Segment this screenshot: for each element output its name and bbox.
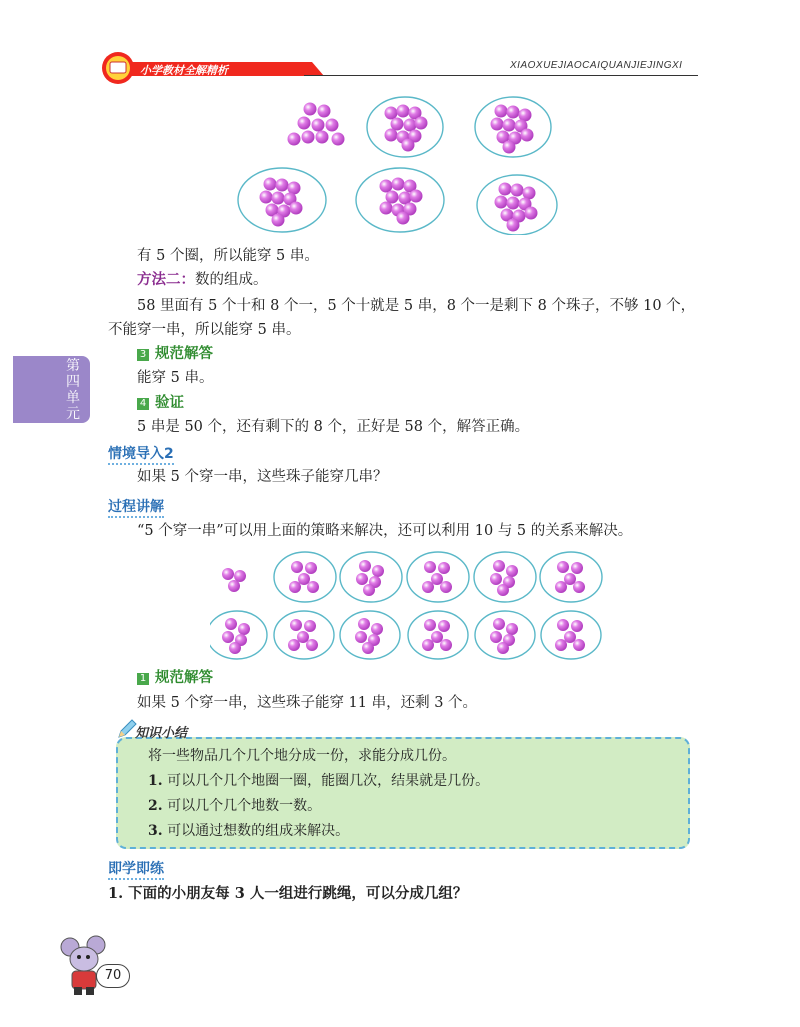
page-number: 70 — [96, 964, 130, 988]
bead — [386, 191, 399, 204]
bead — [290, 202, 303, 215]
bead — [557, 619, 569, 631]
bead — [415, 117, 428, 130]
scene-2-section — [108, 443, 174, 463]
summary-item-2-number: 2. — [148, 798, 163, 814]
bead — [355, 631, 367, 643]
bead — [318, 105, 331, 118]
bead — [305, 562, 317, 574]
bead — [276, 179, 289, 192]
bead — [391, 118, 404, 131]
bead — [511, 184, 524, 197]
bead — [304, 620, 316, 632]
bead — [438, 620, 450, 632]
bead — [312, 119, 325, 132]
bead — [503, 141, 516, 154]
bead — [422, 639, 434, 651]
bead — [521, 129, 534, 142]
answer-1: 能穿 5 串。 — [137, 370, 214, 386]
bead — [359, 560, 371, 572]
bead — [358, 618, 370, 630]
bead — [525, 207, 538, 220]
step-4-heading — [137, 393, 184, 413]
bead — [424, 561, 436, 573]
method-2-label: 方法二： — [137, 271, 195, 288]
bead — [298, 117, 311, 130]
bead — [356, 573, 368, 585]
bead — [571, 620, 583, 632]
bead — [228, 580, 240, 592]
bead — [564, 631, 576, 643]
summary-intro: 将一些物品几个几个地分成一份，求能分成几份。 — [148, 748, 456, 764]
bead — [424, 619, 436, 631]
summary-item-1-number: 1. — [148, 773, 163, 789]
bead — [222, 568, 234, 580]
bead — [272, 192, 285, 205]
step-3-number: 3 — [137, 349, 149, 361]
step-4-label: 验证 — [155, 394, 184, 411]
bead — [507, 219, 520, 232]
step-3-label: 规范解答 — [155, 345, 213, 362]
bead — [440, 639, 452, 651]
bead — [371, 623, 383, 635]
bead — [438, 562, 450, 574]
summary-item-2 — [148, 796, 321, 816]
bead — [555, 581, 567, 593]
step-1-label: 规范解答 — [155, 669, 213, 686]
bead — [495, 196, 508, 209]
bead — [392, 178, 405, 191]
bead — [431, 573, 443, 585]
bead — [493, 618, 505, 630]
bead — [402, 139, 415, 152]
bead — [225, 618, 237, 630]
beads-illustration-top — [230, 95, 580, 235]
bead — [289, 581, 301, 593]
bead — [288, 639, 300, 651]
bead — [564, 573, 576, 585]
method-2-text: 数的组成。 — [195, 272, 268, 288]
bead — [380, 180, 393, 193]
bead — [306, 639, 318, 651]
body-line-4: 不能穿一串，所以能穿 5 串。 — [108, 322, 301, 338]
bead — [493, 560, 505, 572]
bead — [397, 105, 410, 118]
bead — [363, 584, 375, 596]
bead — [260, 191, 273, 204]
bead — [506, 565, 518, 577]
bead — [385, 107, 398, 120]
body-line-1: 有 5 个圈，所以能穿 5 串。 — [137, 248, 319, 264]
bead — [326, 119, 339, 132]
practice-label: 即学即练 — [108, 861, 164, 880]
bead — [372, 565, 384, 577]
method-2-line — [137, 270, 268, 290]
verify-text: 5 串是 50 个，还有剩下的 8 个，正好是 58 个，解答正确。 — [137, 419, 530, 435]
summary-title: 知识小结 — [135, 726, 188, 741]
bead — [304, 103, 317, 116]
bead — [410, 190, 423, 203]
bead — [380, 202, 393, 215]
beads-illustration-middle — [210, 545, 620, 665]
bead — [573, 581, 585, 593]
bead — [397, 212, 410, 225]
bead — [238, 623, 250, 635]
bead — [362, 642, 374, 654]
bead — [497, 584, 509, 596]
bead — [506, 623, 518, 635]
bead — [264, 178, 277, 191]
bead — [503, 119, 516, 132]
bead — [555, 639, 567, 651]
scene-2-question: 如果 5 个穿一串，这些珠子能穿几串？ — [137, 469, 388, 485]
bead — [495, 105, 508, 118]
step-1-number: 1 — [137, 673, 149, 685]
bead — [491, 118, 504, 131]
process-label: 过程讲解 — [108, 499, 164, 518]
bead — [332, 133, 345, 146]
bead — [422, 581, 434, 593]
summary-item-3 — [148, 821, 349, 841]
bead — [307, 581, 319, 593]
bead — [297, 631, 309, 643]
bead — [497, 642, 509, 654]
process-text: “5 个穿一串”可以用上面的策略来解决，还可以利用 10 与 5 的关系来解决。 — [137, 523, 633, 539]
step-1-heading — [137, 668, 213, 688]
bead — [229, 642, 241, 654]
process-section — [108, 496, 164, 516]
summary-item-1-text: 可以几个几个地圈一圈，能圈几次，结果就是几份。 — [167, 773, 490, 789]
header-title: 小学教材全解精析 — [140, 64, 228, 77]
body-line-3: 58 里面有 5 个十和 8 个一，5 个十就是 5 串，8 个一是剩下 8 个珠子，不够 10 个， — [137, 298, 696, 314]
summary-item-1 — [148, 771, 489, 791]
bead — [490, 573, 502, 585]
summary-item-2-text: 可以几个几个地数一数。 — [167, 798, 322, 814]
answer-2: 如果 5 个穿一串，这些珠子能穿 11 串，还剩 3 个。 — [137, 695, 478, 711]
bead — [298, 573, 310, 585]
bead — [222, 631, 234, 643]
bead — [507, 197, 520, 210]
bead — [272, 214, 285, 227]
bead — [431, 631, 443, 643]
bead — [571, 562, 583, 574]
bead — [440, 581, 452, 593]
bead — [507, 106, 520, 119]
bead — [288, 133, 301, 146]
step-4-number: 4 — [137, 398, 149, 410]
summary-item-3-number: 3. — [148, 823, 163, 839]
bead — [302, 131, 315, 144]
bead — [290, 619, 302, 631]
header-pinyin: XIAOXUEJIAOCAIQUANJIEJINGXI — [510, 60, 683, 71]
summary-item-3-text: 可以通过想数的组成来解决。 — [167, 823, 350, 839]
bead — [385, 129, 398, 142]
bead — [291, 561, 303, 573]
bead — [490, 631, 502, 643]
practice-section — [108, 858, 164, 878]
bead — [316, 131, 329, 144]
step-3-heading — [137, 344, 213, 364]
bead — [573, 639, 585, 651]
bead — [499, 183, 512, 196]
bead — [234, 570, 246, 582]
scene-2-label: 情境导入2 — [108, 446, 174, 465]
practice-question-1: 1. 下面的小朋友每 3 人一组进行跳绳，可以分成几组？ — [108, 885, 468, 902]
unit-tab-label: 第四单元 — [66, 358, 80, 422]
bead — [557, 561, 569, 573]
